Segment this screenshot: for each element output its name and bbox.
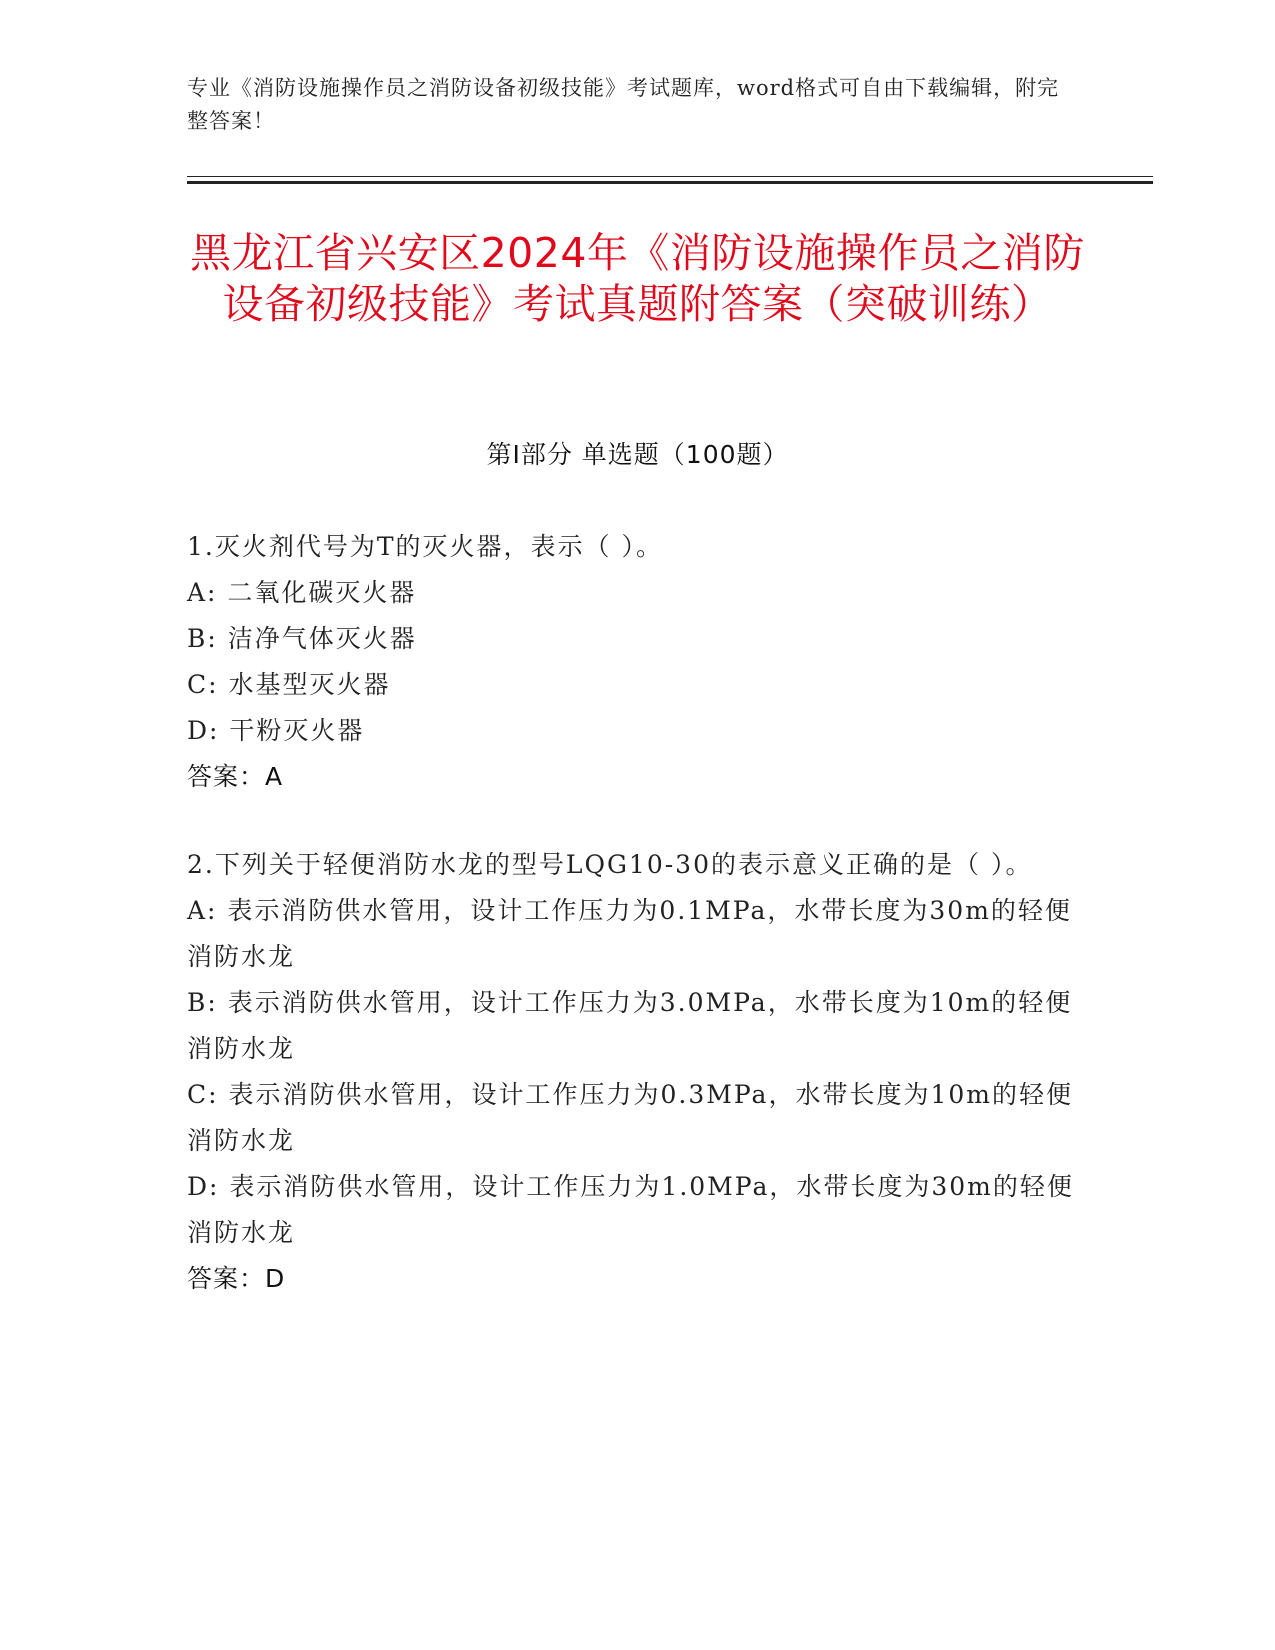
question-1 [187,524,1077,800]
header-divider-thick [187,181,1153,184]
question-2 [187,842,1077,1302]
option-a: A: 二氧化碳灭火器 [187,578,417,607]
header-divider-thin [187,176,1153,177]
option-d: D: 干粉灭火器 [187,716,365,745]
answer-line [187,754,1077,800]
section-heading: 第Ⅰ部分 单选题（100题） [486,440,789,469]
answer-label: 答案： [187,1264,266,1293]
option-c: C: 水基型灭火器 [187,670,391,699]
question-stem: 1.灭火剂代号为T的灭火器，表示（ ）。 [187,532,663,561]
answer-value: A [265,762,284,791]
option-a: A: 表示消防供水管用，设计工作压力为0.1MPa，水带长度为30m的轻便消防水龙 [187,896,1072,971]
option-c: C: 表示消防供水管用，设计工作压力为0.3MPa，水带长度为10m的轻便消防水龙 [187,1080,1073,1155]
question-stem: 2.下列关于轻便消防水龙的型号LQG10-30的表示意义正确的是（ ）。 [187,850,1033,879]
answer-label: 答案： [187,762,266,791]
document-title: 黑龙江省兴安区2024年《消防设施操作员之消防设备初级技能》考试真题附答案（突破训练） [190,229,1085,328]
header-note: 专业《消防设施操作员之消防设备初级技能》考试题库，word格式可自由下载编辑，附完整答案！ [187,76,1060,133]
option-b: B: 表示消防供水管用，设计工作压力为3.0MPa，水带长度为10m的轻便消防水龙 [187,988,1073,1063]
option-b: B: 洁净气体灭火器 [187,624,417,653]
answer-line [187,1256,1077,1302]
option-d: D: 表示消防供水管用，设计工作压力为1.0MPa，水带长度为30m的轻便消防水龙 [187,1172,1074,1247]
answer-value: D [265,1264,286,1293]
